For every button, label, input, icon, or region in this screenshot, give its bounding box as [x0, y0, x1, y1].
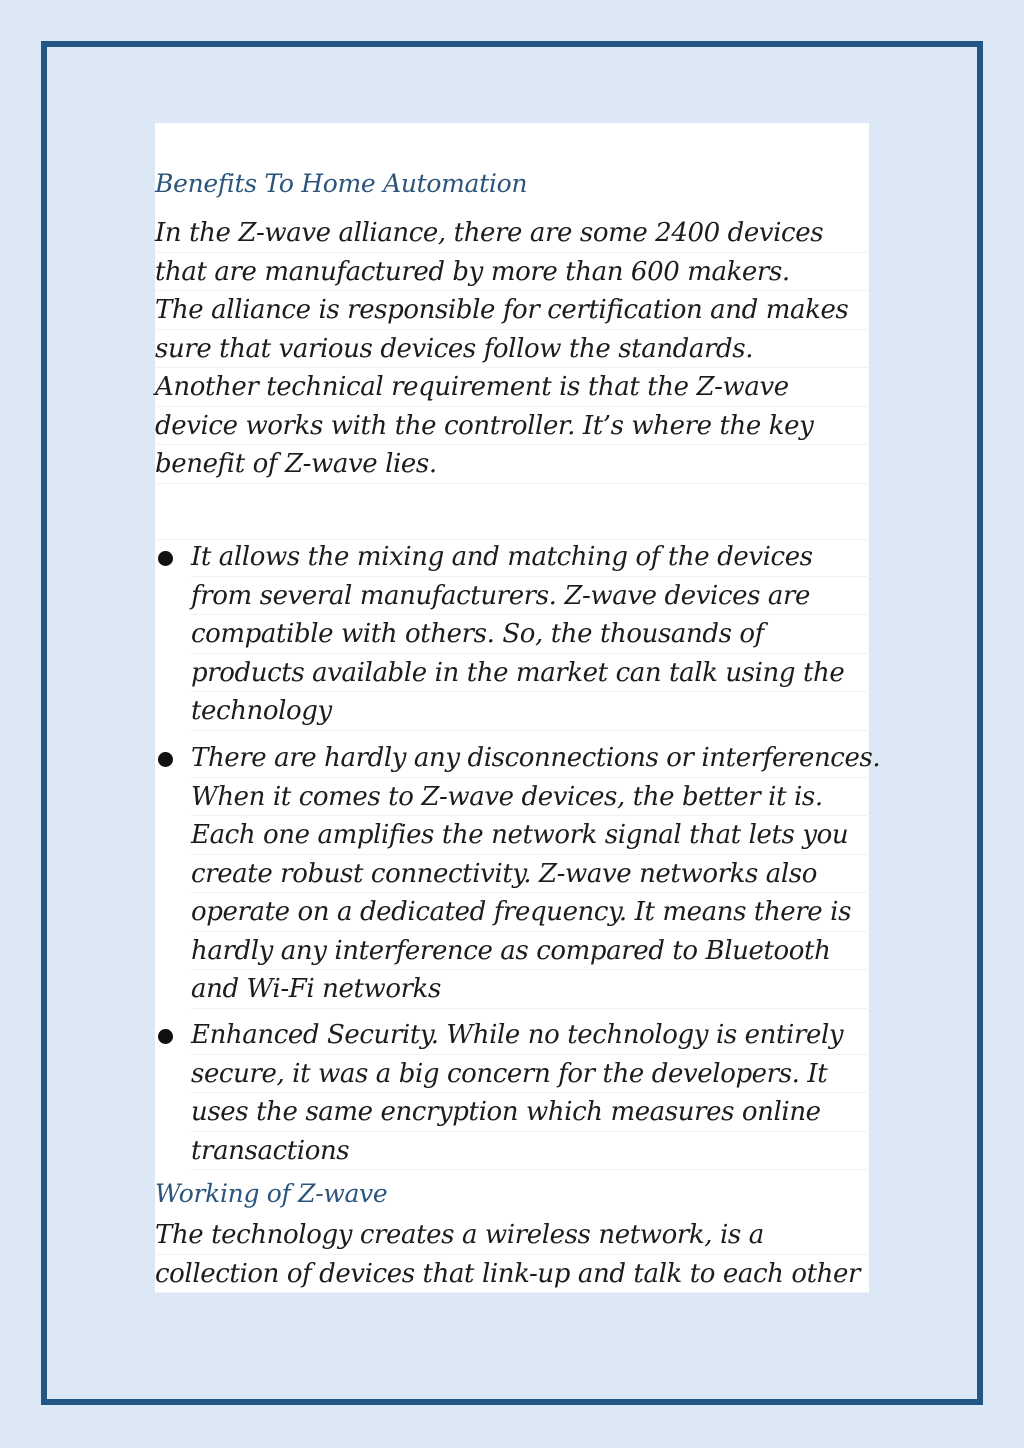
bullet-line: Each one amplifies the network signal that lets you [191, 816, 871, 855]
paragraph-line: sure that various devices follow the standards. [155, 330, 869, 369]
bullet-line: products available in the market can talk using the [191, 654, 871, 693]
bullet-dot-icon [158, 752, 173, 767]
bullet-dot-icon [158, 1029, 173, 1044]
bullet-line: There are hardly any disconnections or interferences. [191, 739, 871, 778]
paragraph-line: Another technical requirement is that the Z-wave [155, 368, 869, 407]
bullet-line: operate on a dedicated frequency. It means there is [191, 893, 871, 932]
bullet-line: uses the same encryption which measures online [191, 1093, 871, 1132]
paragraph-line: that are manufactured by more than 600 makers. [155, 253, 869, 292]
intro-paragraph [155, 214, 869, 484]
section-heading-benefits: Benefits To Home Automation [155, 169, 528, 198]
paragraph-line: The alliance is responsible for certification and makes [155, 291, 869, 330]
paragraph-line: collection of devices that link-up and talk to each other [155, 1255, 869, 1294]
bullet-text [191, 1016, 871, 1170]
bullet-dot-icon [158, 551, 173, 566]
bullet-text [191, 538, 871, 731]
bullet-line: compatible with others. So, the thousands of [191, 615, 871, 654]
paragraph-line: In the Z-wave alliance, there are some 2400 devices [155, 214, 869, 253]
blank-spacer [155, 493, 869, 540]
bullet-line: Enhanced Security. While no technology is entirely [191, 1016, 871, 1055]
bullet-line: It allows the mixing and matching of the devices [191, 538, 871, 577]
bullet-line: transactions [191, 1132, 871, 1171]
paragraph-line: benefit of Z-wave lies. [155, 445, 869, 484]
bullet-line: When it comes to Z-wave devices, the better it is. [191, 778, 871, 817]
bullet-line: and Wi-Fi networks [191, 970, 871, 1009]
paragraph-line: device works with the controller. It’s where the key [155, 407, 869, 446]
paragraph-line: The technology creates a wireless network, is a [155, 1216, 869, 1255]
bullet-line: create robust connectivity. Z-wave networks also [191, 855, 871, 894]
bullet-line: technology [191, 692, 871, 731]
document-sheet [155, 123, 881, 1293]
bullet-line: secure, it was a big concern for the developers. It [191, 1055, 871, 1094]
section-heading-working: Working of Z-wave [155, 1179, 388, 1208]
bullet-text [191, 739, 881, 1009]
working-paragraph [155, 1216, 869, 1293]
bullet-line: from several manufacturers. Z-wave devices are [191, 577, 871, 616]
bullet-line: hardly any interference as compared to Bluetooth [191, 932, 871, 971]
